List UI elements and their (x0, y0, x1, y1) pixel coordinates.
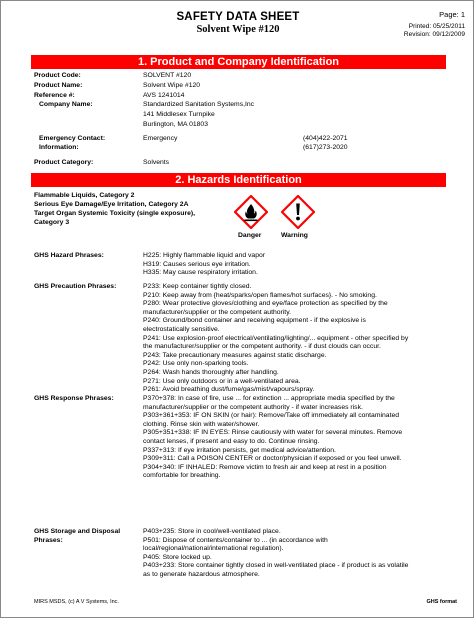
response-phrase: clothing. Rinse skin with water/shower. (143, 420, 260, 428)
revision-date: Revision: 09/12/2009 (403, 31, 465, 38)
pictogram-label-danger: Danger (238, 232, 262, 239)
document-title: SAFETY DATA SHEET (176, 11, 300, 23)
hazard-phrase: H335: May cause respiratory irritation. (143, 269, 258, 277)
ghs-hazard-phrases (143, 252, 265, 278)
section-2-header: 2. Hazards Identification (31, 173, 446, 187)
hazard-phrase: H319: Causes serious eye irritation. (143, 260, 251, 268)
ghs-storage-label-line: Phrases: (34, 536, 63, 544)
response-phrase: P305+351+338: IF IN EYES: Rinse cautiously with water for several minutes. Remove (143, 429, 403, 437)
company-city: Burlington, MA 01803 (143, 121, 208, 128)
precaution-phrase: P242: Use only non-sparking tools. (143, 360, 249, 368)
company-street: 141 Middlesex Turnpike (143, 111, 215, 118)
company-name-label: Company Name: (39, 101, 93, 108)
precaution-phrase: P210: Keep away from {heat/sparks/open flames/hot surfaces}. - No smoking. (143, 291, 377, 299)
response-phrase: contact lenses, if present and easy to do. Continue rinsing. (143, 437, 320, 445)
hazard-class: Target Organ Systemic Toxicity (single exposure), (34, 210, 196, 217)
ghs-response-label: GHS Response Phrases: (34, 395, 114, 402)
reference-label: Reference #: (34, 92, 75, 99)
hazard-class: Category 3 (34, 219, 70, 226)
response-phrase: comfortable for breathing. (143, 472, 221, 480)
storage-phrase: P403+233: Store container tightly closed in well-ventilated place - if product is as volatile (143, 562, 409, 570)
footer-format: GHS format (426, 599, 457, 605)
pictogram-label-warning: Warning (281, 232, 308, 239)
product-code: SOLVENT #120 (143, 72, 192, 79)
product-code-label: Product Code: (34, 72, 81, 79)
footer-copyright: MIRS MSDS, (c) A V Systems, Inc. (34, 599, 119, 605)
flame-pictogram-icon (234, 195, 268, 229)
ghs-storage-label (34, 528, 120, 545)
ghs-storage-label-line: GHS Storage and Disposal (34, 528, 121, 535)
company-name: Standardized Sanitation Systems,Inc (143, 101, 255, 108)
storage-phrase: P405: Store locked up. (143, 553, 212, 561)
product-category: Solvents (143, 159, 170, 166)
response-phrase: P370+378: In case of fire, use ... for extinction ... appropriate media specified by the (143, 395, 395, 402)
product-name-label: Product Name: (34, 82, 83, 89)
ghs-hazard-label: GHS Hazard Phrases: (34, 252, 104, 259)
precaution-phrase: P280: Wear protective gloves/clothing and eye/face protection as specified by the (143, 300, 388, 308)
exclamation-pictogram-icon (281, 195, 315, 229)
precaution-phrase: electrostatically sensitive. (143, 325, 220, 333)
information-label: Information: (39, 144, 79, 151)
ghs-response-phrases (143, 395, 402, 481)
precaution-phrase: P264: Wash hands thoroughly after handling. (143, 368, 279, 376)
product-subtitle: Solvent Wipe #120 (196, 24, 280, 35)
page-number: Page: 1 (439, 10, 465, 19)
emergency-contact: Emergency (143, 135, 178, 142)
emergency-phone: (404)422-2071 (303, 135, 348, 142)
precaution-phrase: P241: Use explosion-proof electrical/ventilating/lighting/... equipment - other specified by (143, 334, 409, 342)
information-phone: (617)273-2020 (303, 144, 348, 151)
product-name: Solvent Wipe #120 (143, 82, 201, 89)
storage-phrase: as to generate hazardous atmosphere. (143, 570, 260, 578)
printed-date: Printed: 05/25/2011 (408, 23, 465, 30)
ghs-precaution-phrases (143, 283, 408, 395)
reference-number: AVS 1241014 (143, 92, 185, 99)
response-phrase: P303+361+353: IF ON SKIN (or hair): Remove/Take off immediately all contaminated (143, 412, 400, 420)
storage-phrase: P501: Dispose of contents/container to ... (in accordance with (143, 536, 328, 544)
precaution-phrase: the manufacturer/supplier or the competent authority. - if dust clouds can occur. (143, 343, 381, 351)
response-phrase: manufacturer/supplier or the competent authority - if water increases risk. (143, 403, 363, 411)
emergency-contact-label: Emergency Contact: (39, 135, 106, 142)
response-phrase: P309+311: Call a POISON CENTER or doctor/physician if exposed or you feel unwell. (143, 455, 402, 463)
ghs-storage-phrases (143, 528, 408, 580)
storage-phrase: P403+235: Store in cool/well-ventilated place. (143, 528, 281, 535)
precaution-phrase: P240: Ground/bond container and receiving equipment - if the explosive is (143, 317, 366, 325)
precaution-phrase: P233: Keep container tightly closed. (143, 283, 252, 290)
precaution-phrase: P243: Take precautionary measures against static discharge. (143, 351, 327, 359)
ghs-precaution-label: GHS Precaution Phrases: (34, 283, 117, 290)
hazard-phrase: H225: Highly flammable liquid and vapor (143, 252, 266, 259)
response-phrase: P304+340: IF INHALED: Remove victim to fresh air and keep at rest in a position (143, 463, 387, 471)
section-1-header: 1. Product and Company Identification (31, 55, 446, 69)
product-category-label: Product Category: (34, 159, 94, 166)
response-phrase: P337+313: If eye irritation persists, get medical advice/attention. (143, 446, 336, 454)
storage-phrase: local/regional/national/international regulation). (143, 545, 284, 553)
hazard-class: Serious Eye Damage/Eye Irritation, Category 2A (34, 201, 189, 208)
hazard-class: Flammable Liquids, Category 2 (34, 192, 135, 199)
precaution-phrase: P271: Use only outdoors or in a well-ventilated area. (143, 377, 301, 385)
precaution-phrase: manufacturer/supplier or the competent authority. (143, 308, 291, 316)
precaution-phrase: P261: Avoid breathing dust/fume/gas/mist/vapours/spray. (143, 386, 315, 394)
